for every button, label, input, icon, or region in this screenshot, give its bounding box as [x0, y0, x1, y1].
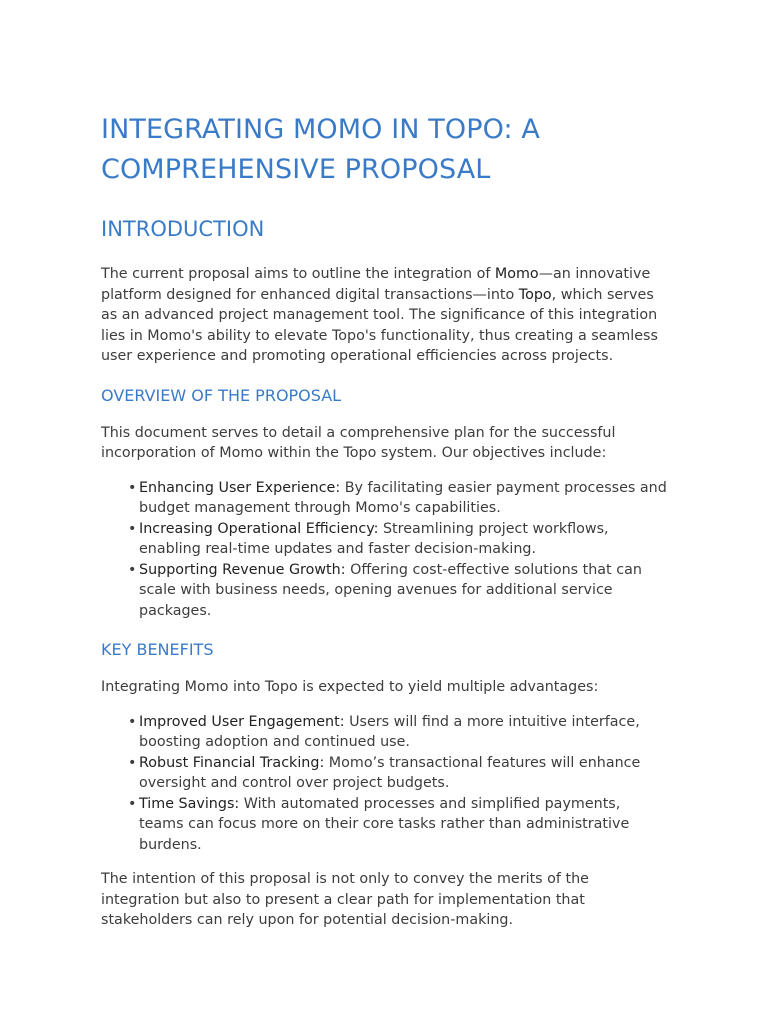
- intro-text-part-1: The current proposal aims to outline the integration of: [101, 266, 495, 282]
- list-item-term: Enhancing User Experience:: [139, 479, 341, 496]
- conclusion-paragraph: The intention of this proposal is not only to convey the merits of the integration but also to present a clear path for implementation that stakeholders can rely upon for potential decision-making.: [101, 871, 589, 928]
- intro-text-part-3: , which serves as an advanced project management tool. The significance of this integration lies in Momo's ability to elevate Topo's functionality, thus creating a seamless user experience and promoting operational efficiencies across projects.: [101, 286, 658, 364]
- list-item-term: Supporting Revenue Growth:: [139, 561, 346, 578]
- list-item-text: Streamlining project workflows, enabling real-time updates and faster decision-making.: [139, 520, 609, 557]
- list-item-text: Momo’s transactional features will enhance oversight and control over project budgets.: [139, 754, 641, 791]
- list-item-text: Offering cost-effective solutions that can scale with business needs, opening avenues for additional service packages.: [139, 561, 642, 619]
- list-item: [139, 794, 668, 856]
- list-item-text: Users will find a more intuitive interface, boosting adoption and continued use.: [139, 713, 640, 750]
- benefits-intro: Integrating Momo into Topo is expected to yield multiple advantages:: [101, 679, 599, 695]
- list-item: [139, 753, 668, 794]
- overview-heading: OVERVIEW OF THE PROPOSAL: [101, 385, 342, 405]
- introduction-paragraph: [101, 264, 668, 367]
- momo-term: Momo: [494, 266, 539, 282]
- benefits-heading: KEY BENEFITS: [101, 640, 214, 659]
- objectives-list: [101, 478, 668, 622]
- list-item: [139, 519, 668, 560]
- list-item: [139, 478, 668, 519]
- list-item: [139, 712, 668, 753]
- topo-term: Topo: [518, 286, 552, 303]
- intro-text-part-2: —an innovative platform designed for enhanced digital transactions—into: [101, 266, 651, 303]
- list-item-term: Increasing Operational Efficiency:: [139, 520, 379, 537]
- list-item-text: By facilitating easier payment processes and budget management through Momo's capabilities.: [139, 479, 667, 516]
- benefits-list: [101, 712, 668, 856]
- overview-intro: This document serves to detail a comprehensive plan for the successful incorporation of Momo within the Topo system. Our objectives include:: [101, 424, 616, 461]
- list-item-term: Robust Financial Tracking:: [139, 754, 325, 771]
- list-item-term: Time Savings:: [139, 795, 240, 812]
- document-title: INTEGRATING MOMO IN TOPO: A COMPREHENSIVE PROPOSAL: [101, 114, 540, 185]
- list-item-term: Improved User Engagement:: [139, 713, 345, 730]
- list-item-text: With automated processes and simplified payments, teams can focus more on their core tasks rather than administrative burdens.: [139, 795, 630, 853]
- introduction-heading: INTRODUCTION: [101, 217, 265, 241]
- list-item: [139, 560, 668, 622]
